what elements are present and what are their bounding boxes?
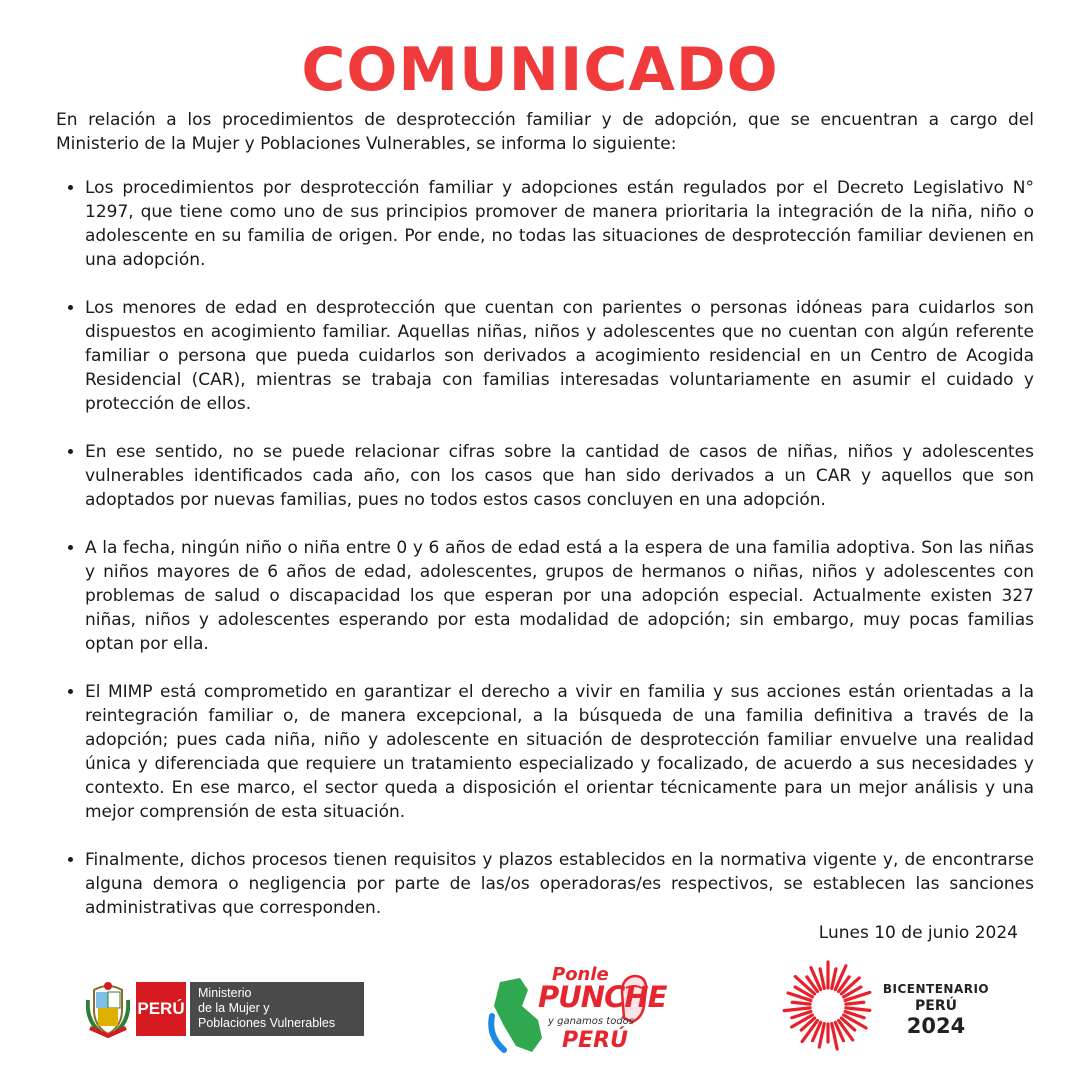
- list-item: • En ese sentido, no se puede relacionar cifras sobre la cantidad de casos de niñas, niños y adolescentes vulnerables identificados cada año, con los casos que han sido derivados a un CAR y aquellos que son adoptados por nuevas familias, pues no todos estos casos concluyen en una adopción.: [85, 440, 1034, 512]
- ministry-name: [190, 982, 364, 1036]
- bicentenario-logo: [780, 958, 1000, 1058]
- list-item: • Los menores de edad en desprotección que cuentan con parientes o personas idóneas para cuidarlos son dispuestos en acogimiento familiar. Aquellas niñas, niños y adolescentes que no cuentan con algún referente familiar o persona que pueda cuidarlos son derivados a acogimiento residencial en un Centro de Acogida Residencial (CAR), mientras se trabaja con familias interesadas voluntariamente en asumir el cuidado y protección de ellos.: [85, 296, 1034, 416]
- ministry-line: Poblaciones Vulnerables: [198, 1016, 336, 1030]
- ministry-line: de la Mujer y: [198, 1001, 270, 1015]
- punche-line: Ponle: [552, 964, 609, 985]
- punche-country: PERÚ: [562, 1028, 628, 1053]
- list-item: • Los procedimientos por desprotección familiar y adopciones están regulados por el Decreto Legislativo N° 1297, que tiene como uno de sus principios promover de manera prioritaria la integración de la niña, niño o adolescente en su familia de origen. Por ende, no todas las situaciones de desprotección familiar devienen en una adopción.: [85, 176, 1034, 272]
- list-item: • A la fecha, ningún niño o niña entre 0 y 6 años de edad está a la espera de una familia adoptiva. Son las niñas y niños mayores de 6 años de edad, adolescentes, grupos de hermanos o niñas, niños y adolescentes con problemas de salud o discapacidad los que esperan por una adopción especial. Actualmente existen 327 niñas, niños y adolescentes esperando por esta modalidad de adopción; sin embargo, muy pocas familias optan por ella.: [85, 536, 1034, 656]
- bicentenario-label: [876, 982, 996, 1038]
- punche-tagline: y ganamos todos: [548, 1016, 635, 1027]
- ponle-punche-logo: [486, 962, 667, 1062]
- peru-coat-of-arms-icon: [86, 980, 130, 1038]
- bullet-list: [56, 176, 1034, 920]
- mimp-logo: [86, 978, 366, 1042]
- bicentenario-country: PERÚ: [915, 998, 957, 1014]
- list-item: • El MIMP está comprometido en garantizar el derecho a vivir en familia y sus acciones están orientadas a la reintegración familiar o, de manera excepcional, a la búsqueda de una familia definitiva a través de la adopción; pues cada niña, niño y adolescente en situación de desprotección familiar envuelve una realidad única y diferenciada que requiere un tratamiento especializado y focalizado, de acuerdo a sus necesidades y contexto. En ese marco, el sector queda a disposición el orientar técnicamente para un mejor análisis y una mejor comprensión de esta situación.: [85, 680, 1034, 824]
- ministry-line: Ministerio: [198, 986, 252, 1000]
- page-title: COMUNICADO: [301, 35, 779, 105]
- communique-body: [56, 108, 1034, 920]
- date-line: Lunes 10 de junio 2024: [818, 923, 1018, 943]
- punche-word: PUNCHE: [538, 980, 667, 1014]
- bicentenario-line: BICENTENARIO: [882, 982, 990, 996]
- peru-label: PERÚ: [136, 982, 186, 1036]
- bicentenario-year: 2024: [906, 1014, 966, 1038]
- list-item: • Finalmente, dichos procesos tienen requisitos y plazos establecidos en la normativa vigente y, de encontrarse alguna demora o negligencia por parte de las/os operadoras/es respectivos, se establecen las sanciones administrativas que corresponden.: [85, 848, 1034, 920]
- intro-paragraph: En relación a los procedimientos de desprotección familiar y de adopción, que se encuentran a cargo del Ministerio de la Mujer y Poblaciones Vulnerables, se informa lo siguiente:: [56, 110, 1034, 154]
- bicentenario-sunburst-icon: [780, 958, 876, 1054]
